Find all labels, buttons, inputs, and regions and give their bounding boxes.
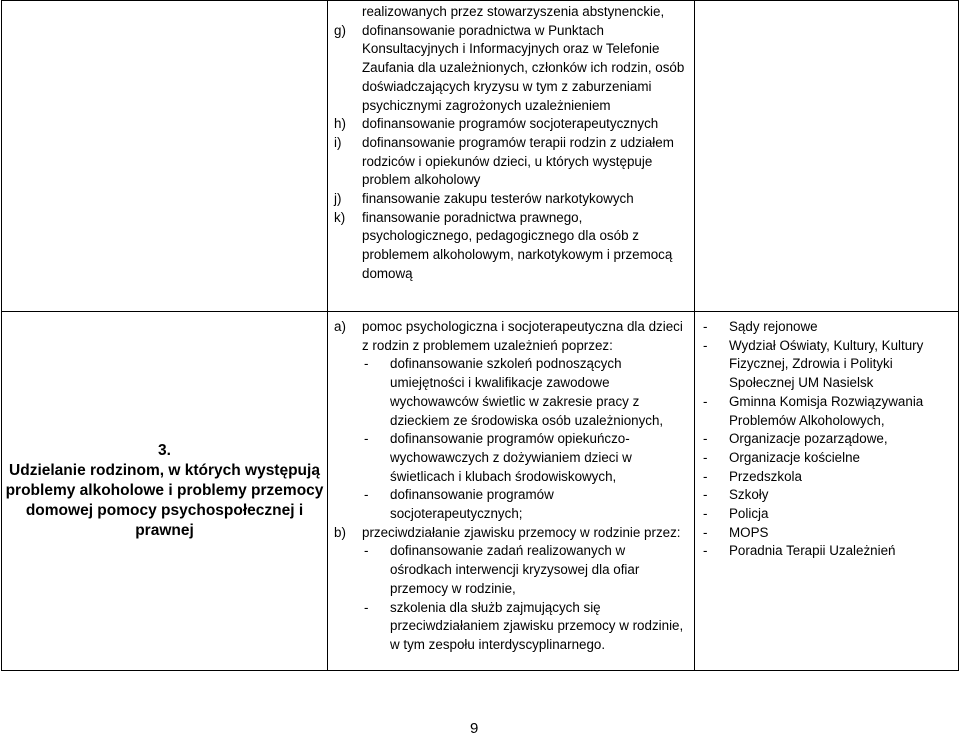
partners-cell	[695, 312, 959, 671]
item-text: pomoc psychologiczna i socjoterapeutyczna dla dzieci z rodzin z problemem uzależnień poprzez:	[362, 319, 683, 353]
dash-marker: -	[364, 356, 369, 372]
sub-item-text: dofinansowanie programów socjoterapeutycznych;	[390, 487, 554, 522]
page-number: 9	[470, 720, 479, 737]
dash-marker: -	[364, 431, 369, 447]
partner-text: Poradnia Terapii Uzależnień	[729, 543, 896, 559]
partner-text: Policja	[729, 506, 769, 522]
dash-marker: -	[364, 543, 369, 559]
program-table	[1, 0, 959, 671]
list-item	[334, 190, 686, 209]
partner-text: Przedszkola	[729, 468, 802, 484]
list-item	[334, 134, 686, 190]
item-marker	[334, 3, 362, 22]
dash-marker: -	[703, 524, 708, 540]
list-item	[334, 22, 686, 116]
partners-list	[703, 318, 950, 561]
item-text: finansowanie poradnictwa prawnego, psychologicznego, pedagogicznego dla osób z problemem alkoholowym, narkotykowym i przemocą domową	[362, 209, 673, 281]
sub-item-text: dofinansowanie programów opiekuńczo-wychowawczych z dożywianiem dzieci w świetlicach i klubach środowiskowych,	[390, 431, 632, 484]
item-marker: a)	[334, 319, 346, 334]
list-item	[334, 3, 686, 22]
sub-item-text: dofinansowanie szkoleń podnoszących umiejętności i kwalifikacje zawodowe wychowawców świetlic w zakresie pracy z dzieckiem ze środowiska osób uzależnionych,	[390, 356, 664, 428]
task-heading-cell	[2, 312, 328, 671]
dash-marker: -	[703, 393, 708, 409]
dash-marker: -	[364, 599, 369, 615]
dash-marker: -	[703, 468, 708, 484]
item-marker: i)	[334, 134, 342, 150]
dash-marker: -	[703, 431, 708, 447]
list-item	[334, 209, 686, 284]
partner-text: Szkoły	[729, 487, 769, 503]
dash-marker: -	[703, 506, 708, 522]
tasks-list-continued	[334, 3, 686, 284]
item-marker: k)	[334, 209, 346, 225]
partner-text: MOPS	[729, 524, 769, 540]
empty-cell-partners	[695, 1, 959, 312]
partner-item	[703, 505, 950, 524]
dash-marker: -	[703, 337, 708, 353]
partner-item	[703, 486, 950, 505]
empty-cell-area	[2, 1, 328, 312]
partner-item	[703, 393, 950, 430]
partner-text: Organizacje kościelne	[729, 449, 860, 465]
sub-item-text: szkolenia dla służb zajmujących się przeciwdziałaniem zjawisku przemocy w rodzinie, w tym zespołu interdyscyplinarnego.	[390, 599, 684, 652]
dash-marker: -	[364, 487, 369, 503]
sub-list-item	[360, 599, 686, 655]
task-title: Udzielanie rodzinom, w których występują problemy alkoholowe i problemy przemocy domowej pomocy psychospołecznej i prawnej	[5, 462, 324, 539]
item-text: przeciwdziałanie zjawisku przemocy w rodzinie przez:	[362, 524, 681, 540]
tasks-cell	[328, 312, 695, 671]
table-row-continuation	[2, 1, 959, 312]
list-item	[334, 524, 686, 543]
partner-text: Sądy rejonowe	[729, 319, 818, 334]
sub-list-item	[360, 355, 686, 430]
item-text: dofinansowanie poradnictwa w Punktach Konsultacyjnych i Informacyjnych oraz w Telefonie Zaufania dla uzależnionych, członków ich rodzin, osób doświadczających kryzysu w tym z zaburzeniami psychicznymi zagrożonych uzależnieniem	[362, 22, 685, 113]
list-item	[334, 318, 686, 355]
dash-marker: -	[703, 319, 708, 334]
item-text: finansowanie zakupu testerów narkotykowych	[362, 191, 634, 207]
dash-marker: -	[703, 487, 708, 503]
tasks-list	[334, 318, 686, 655]
sub-list-item	[360, 430, 686, 486]
sub-list-item	[360, 486, 686, 523]
partner-text: Gminna Komisja Rozwiązywania Problemów Alkoholowych,	[729, 393, 924, 428]
item-marker: g)	[334, 22, 346, 38]
partner-item	[703, 430, 950, 449]
dash-marker: -	[703, 449, 708, 465]
partner-item	[703, 542, 950, 561]
tasks-cell-continued	[328, 1, 695, 312]
item-marker: h)	[334, 116, 346, 132]
item-marker: j)	[334, 191, 342, 207]
item-text: realizowanych przez stowarzyszenia abstynenckie,	[362, 4, 665, 19]
partner-text: Wydział Oświaty, Kultury, Kultury Fizycznej, Zdrowia i Polityki Społecznej UM Nasielsk	[729, 337, 924, 391]
item-marker: b)	[334, 524, 346, 540]
dash-marker: -	[703, 543, 708, 559]
list-item	[334, 115, 686, 134]
partner-item	[703, 468, 950, 487]
partner-item	[703, 524, 950, 543]
item-text: dofinansowanie programów terapii rodzin z udziałem rodziców i opiekunów dzieci, u których występuje problem alkoholowy	[362, 134, 674, 188]
sub-list-item	[360, 542, 686, 598]
item-text: dofinansowanie programów socjoterapeutycznych	[362, 116, 659, 132]
partner-item	[703, 449, 950, 468]
task-number: 3.	[158, 442, 171, 459]
partner-item	[703, 337, 950, 393]
partner-item	[703, 318, 950, 337]
sub-item-text: dofinansowanie zadań realizowanych w ośrodkach interwencji kryzysowej dla ofiar przemocy w rodzinie,	[390, 543, 640, 596]
table-row-task-3	[2, 312, 959, 671]
partner-text: Organizacje pozarządowe,	[729, 431, 888, 447]
